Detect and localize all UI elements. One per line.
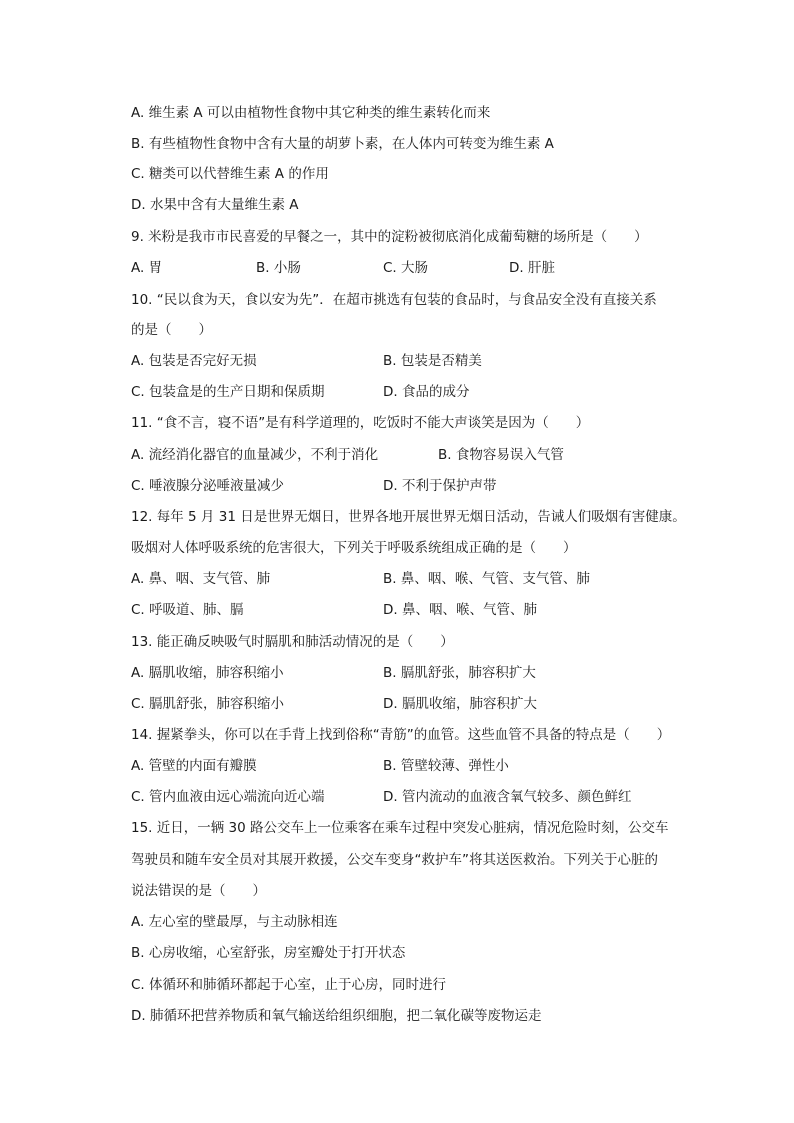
q12-stem-line1: 12. 每年 5 月 31 日是世界无烟日，世界各地开展世界无烟日活动，告诫人们吸烟有害健康。 xyxy=(131,509,686,525)
q15-option-b: B. 心房收缩，心室舒张，房室瓣处于打开状态 xyxy=(131,945,406,961)
q11-option-d: D. 不利于保护声带 xyxy=(383,478,497,494)
q11-option-a: A. 流经消化器官的血量减少，不利于消化 xyxy=(131,447,379,463)
q8-option-b: B. 有些植物性食物中含有大量的胡萝卜素，在人体内可转变为维生素 A xyxy=(131,136,554,152)
q8-option-c: C. 糖类可以代替维生素 A 的作用 xyxy=(131,166,329,182)
q9-stem: 9. 米粉是我市市民喜爱的早餐之一，其中的淀粉被彻底消化成葡萄糖的场所是（ ） xyxy=(131,229,648,245)
q14-option-d: D. 管内流动的血液含氧气较多、颜色鲜红 xyxy=(383,789,632,805)
q11-option-c: C. 唾液腺分泌唾液量减少 xyxy=(131,478,285,494)
q10-stem-line1: 10. “民以食为天，食以安为先”．在超市挑选有包装的食品时，与食品安全没有直接关系 xyxy=(131,292,657,308)
q8-option-a: A. 维生素 A 可以由植物性食物中其它种类的维生素转化而来 xyxy=(131,105,491,121)
q12-option-a: A. 鼻、咽、支气管、肺 xyxy=(131,571,271,587)
q14-option-a: A. 管壁的内面有瓣膜 xyxy=(131,758,257,774)
q13-option-b: B. 膈肌舒张，肺容积扩大 xyxy=(383,665,536,681)
q9-option-a: A. 胃 xyxy=(131,260,163,276)
q8-option-d: D. 水果中含有大量维生素 A xyxy=(131,197,299,213)
q12-stem-line2: 吸烟对人体呼吸系统的危害很大，下列关于呼吸系统组成正确的是（ ） xyxy=(131,540,577,556)
q10-option-d: D. 食品的成分 xyxy=(383,384,470,400)
q12-option-b: B. 鼻、咽、喉、气管、支气管、肺 xyxy=(383,571,590,587)
q15-stem-line1: 15. 近日，一辆 30 路公交车上一位乘客在乘车过程中突发心脏病，情况危险时刻，公交车 xyxy=(131,820,669,836)
q13-option-c: C. 膈肌舒张，肺容积缩小 xyxy=(131,696,285,712)
q11-stem: 11. “食不言，寝不语”是有科学道理的，吃饭时不能大声谈笑是因为（ ） xyxy=(131,415,590,431)
q12-option-c: C. 呼吸道、肺、膈 xyxy=(131,602,244,618)
q15-option-c: C. 体循环和肺循环都起于心室，止于心房，同时进行 xyxy=(131,977,447,993)
q15-stem-line3: 说法错误的是（ ） xyxy=(131,883,266,899)
q13-option-d: D. 膈肌收缩，肺容积扩大 xyxy=(383,696,537,712)
q10-option-a: A. 包装是否完好无损 xyxy=(131,353,257,369)
q9-option-d: D. 肝脏 xyxy=(509,260,555,276)
q14-option-c: C. 管内血液由远心端流向近心端 xyxy=(131,789,325,805)
q14-stem: 14. 握紧拳头，你可以在手背上找到俗称“青筋”的血管。这些血管不具备的特点是（ ） xyxy=(131,727,671,743)
q9-option-b: B. 小肠 xyxy=(256,260,301,276)
q12-option-d: D. 鼻、咽、喉、气管、肺 xyxy=(383,602,537,618)
q15-stem-line2: 驾驶员和随车安全员对其展开救援，公交车变身“救护车”将其送医救治。下列关于心脏的 xyxy=(131,852,658,868)
q10-stem-line2: 的是（ ） xyxy=(131,322,212,338)
q13-stem: 13. 能正确反映吸气时膈肌和肺活动情况的是（ ） xyxy=(131,634,454,650)
q14-option-b: B. 管壁较薄、弹性小 xyxy=(383,758,509,774)
q15-option-d: D. 肺循环把营养物质和氧气输送给组织细胞，把二氧化碳等废物运走 xyxy=(131,1008,542,1024)
q9-option-c: C. 大肠 xyxy=(383,260,429,276)
q13-option-a: A. 膈肌收缩，肺容积缩小 xyxy=(131,665,284,681)
q10-option-b: B. 包装是否精美 xyxy=(383,353,482,369)
q15-option-a: A. 左心室的壁最厚，与主动脉相连 xyxy=(131,914,338,930)
q11-option-b: B. 食物容易误入气管 xyxy=(438,447,564,463)
q10-option-c: C. 包装盒是的生产日期和保质期 xyxy=(131,384,325,400)
